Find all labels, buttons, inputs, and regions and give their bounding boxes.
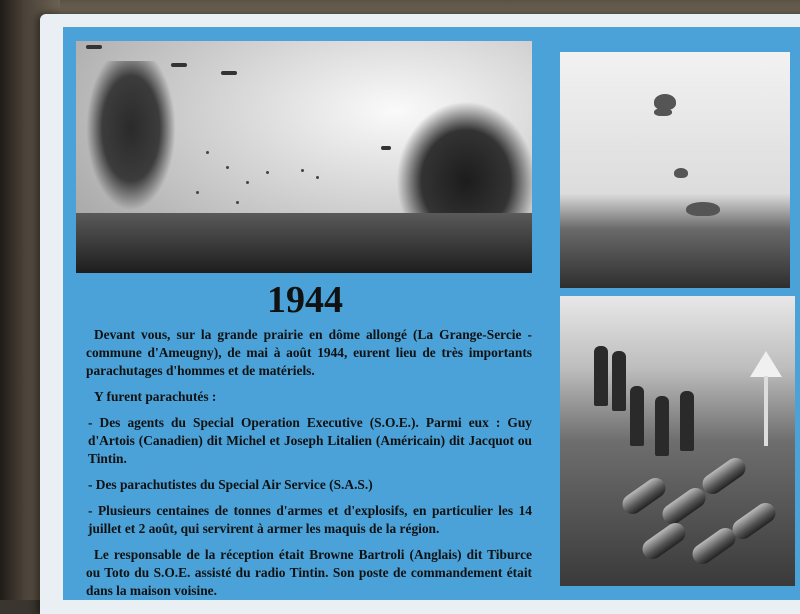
supply-container: [729, 499, 780, 543]
plane-silhouette: [221, 71, 237, 75]
person-silhouette: [630, 386, 644, 446]
photo-men-with-containers: [560, 296, 795, 586]
year-heading: 1944: [267, 279, 343, 321]
parachute-dot: [206, 151, 209, 154]
supply-container: [639, 519, 690, 563]
field-ground: [76, 213, 532, 273]
parachute-dot: [236, 201, 239, 204]
parachute: [654, 108, 672, 116]
paragraph-reception: Le responsable de la réception était Browne Bartroli (Anglais) dit Tiburce ou Toto du S.O.E. assisté du radio Tintin. Son poste de commandement était dans la maison voisine.: [86, 547, 532, 598]
person-silhouette: [655, 396, 669, 456]
parachute-dot: [301, 169, 304, 172]
person-silhouette: [612, 351, 626, 411]
paragraph-parachuted-heading: Y furent parachutés :: [94, 389, 217, 404]
sign-post: [764, 376, 768, 446]
photo-parachutes-descending: [560, 52, 790, 288]
person-silhouette: [680, 391, 694, 451]
road-sign: [750, 351, 782, 377]
parachute-dot: [196, 191, 199, 194]
parachute-dot: [266, 171, 269, 174]
supply-container: [699, 454, 750, 498]
parachute-dot: [316, 176, 319, 179]
parachute-dot: [246, 181, 249, 184]
paragraph-sas: - Des parachutistes du Special Air Service (S.A.S.): [88, 477, 373, 492]
person-silhouette: [594, 346, 608, 406]
paragraph-soe-agents: - Des agents du Special Operation Executive (S.O.E.). Parmi eux : Guy d'Artois (Canadien) dit Michel et Joseph Litalien (Américain) dit Jacquot ou Tintin.: [88, 415, 532, 466]
tree-silhouette: [86, 61, 176, 211]
plane-silhouette: [381, 146, 391, 150]
parachute: [686, 202, 720, 216]
parachute-dot: [226, 166, 229, 169]
parachute: [674, 168, 688, 178]
photo-parachute-drop-meadow: [76, 41, 532, 273]
paragraph-intro: Devant vous, sur la grande prairie en dôme allongé (La Grange-Sercie - commune d'Ameugny), de mai à août 1944, eurent lieu de très importants parachutages d'hommes et de matériels.: [86, 327, 532, 378]
plane-silhouette: [86, 45, 102, 49]
paragraph-weapons: - Plusieurs centaines de tonnes d'armes et d'explosifs, en particulier les 14 juillet et 2 août, qui servirent à armer les maquis de la région.: [88, 503, 532, 536]
supply-container: [659, 484, 710, 528]
plaque-text: [86, 326, 532, 600]
